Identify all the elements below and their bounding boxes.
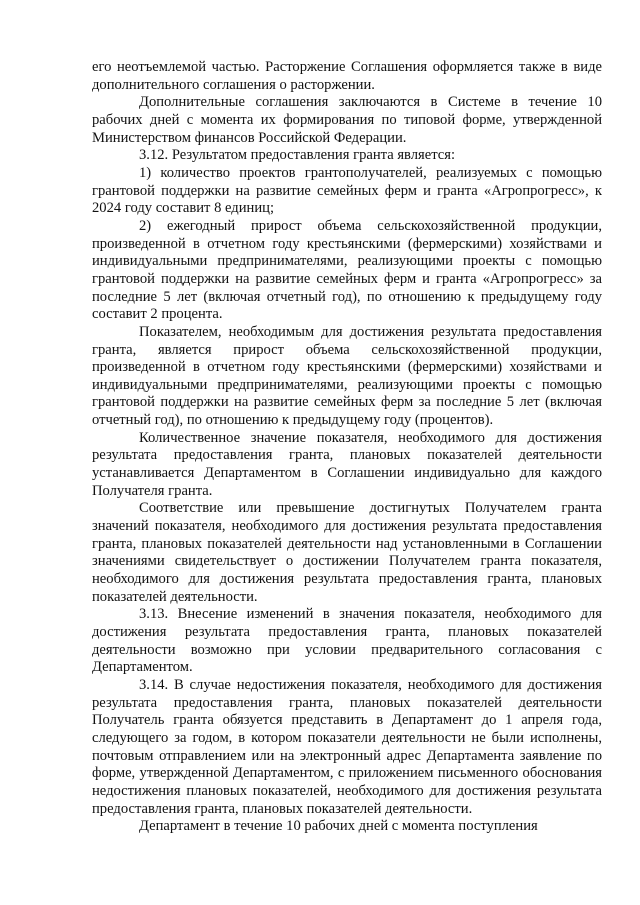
paragraph-result-item-2: 2) ежегодный прирост объема сельскохозяйственной продукции, произведенной в отчетном году крестьянскими (фермерскими) хозяйствами и индивидуальными предпринимателями, реализующими проекты с помощью грантовой поддержки на развитие семейных ферм и гранта «Агропрогресс» за последние 5 лет (включая отчетный год), по отношению к предыдущему году составит 2 процента. xyxy=(92,217,602,323)
paragraph-additional-agreements: Дополнительные соглашения заключаются в Системе в течение 10 рабочих дней с момента их формирования по типовой форме, утвержденной Министерством финансов Российской Федерации. xyxy=(92,94,602,146)
paragraph-indicator-definition: Показателем, необходимым для достижения результата предоставления гранта, является прирост объема сельскохозяйственной продукции, произведенной в отчетном году крестьянскими (фермерскими) хозяйствами и индивидуальными предпринимателями, реализующими проекты с помощью грантовой поддержки на развитие семейных ферм за последние 5 лет (включая отчетный год), по отношению к предыдущему году (процентов). xyxy=(92,323,602,429)
paragraph-result-item-1: 1) количество проектов грантополучателей, реализуемых с помощью грантовой поддержки на развитие семейных ферм и гранта «Агропрогресс», к 2024 году составит 8 единиц; xyxy=(92,164,602,217)
document-page xyxy=(92,59,602,836)
paragraph-3-14: 3.14. В случае недостижения показателя, необходимого для достижения результата предоставления гранта, плановых показателей деятельности Получатель гранта обязуется представить в Департамент до 1 апреля года, следующего за годом, в котором показатели деятельности не были исполнены, почтовым отправлением или на электронный адрес Департамента заявление по форме, утвержденной Департаментом, с приложением письменного обоснования недостижения плановых показателей, необходимого для достижения результата предоставления гранта, плановых показателей деятельности. xyxy=(92,676,602,817)
paragraph-termination: его неотъемлемой частью. Расторжение Соглашения оформляется также в виде дополнительного соглашения о расторжении. xyxy=(92,59,602,93)
paragraph-indicator-value: Количественное значение показателя, необходимого для достижения результата предоставления гранта, плановых показателей деятельности устанавливается Департаментом в Соглашении индивидуально для каждого Получателя гранта. xyxy=(92,429,602,499)
paragraph-department-review: Департамент в течение 10 рабочих дней с момента поступления xyxy=(139,818,538,835)
paragraph-3-12-heading: 3.12. Результатом предоставления гранта является: xyxy=(139,147,456,164)
paragraph-indicator-compliance: Соответствие или превышение достигнутых Получателем гранта значений показателя, необходимого для достижения результата предоставления гранта, плановых показателей деятельности над установленными в Соглашении значениями свидетельствует о достижении Получателем гранта показателя, необходимого для достижения результата предоставления гранта, плановых показателей деятельности. xyxy=(92,500,602,605)
paragraph-3-13: 3.13. Внесение изменений в значения показателя, необходимого для достижения результата предоставления гранта, плановых показателей деятельности возможно при условии предварительного согласования с Департаментом. xyxy=(92,606,602,676)
